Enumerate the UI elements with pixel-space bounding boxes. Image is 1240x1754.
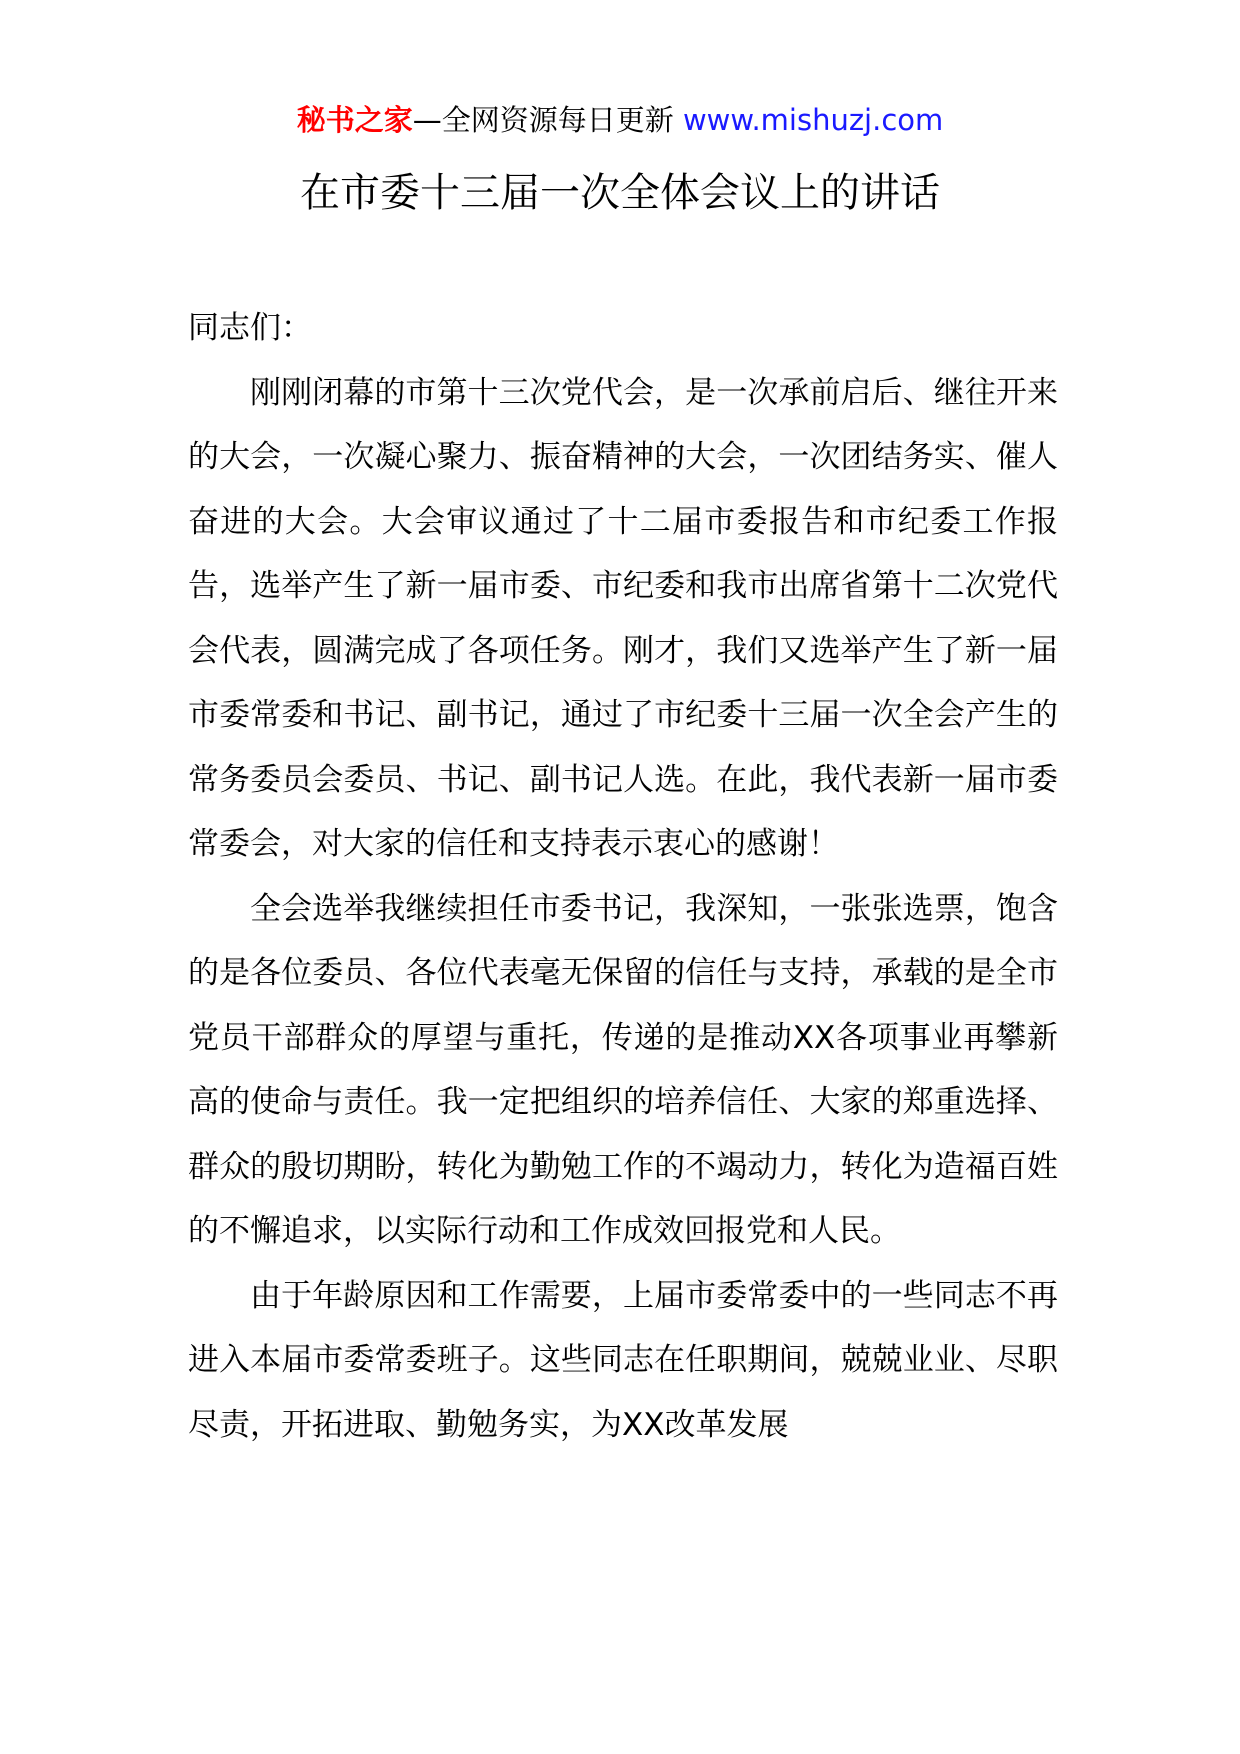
document-title: 在市委十三届一次全体会议上的讲话 [300,170,940,216]
site-header [0,100,1240,140]
site-tagline: —全网资源每日更新 [412,103,683,137]
site-url[interactable]: www.mishuzj.com [682,103,944,137]
paragraph: 刚刚闭幕的市第十三次党代会，是一次承前启后、继往开来的大会，一次凝心聚力、振奋精神的大会，一次团结务实、催人奋进的大会。大会审议通过了十二届市委报告和市纪委工作报告，选举产生了新一届市委、市纪委和我市出席省第十二次党代会代表，圆满完成了各项任务。刚才，我们又选举产生了新一届市委常委和书记、副书记，通过了市纪委十三届一次全会产生的常务委员会委员、书记、副书记人选。在此，我代表新一届市委常委会，对大家的信任和支持表示衷心的感谢！ [188,374,1058,862]
paragraph: 全会选举我继续担任市委书记，我深知，一张张选票，饱含的是各位委员、各位代表毫无保留的信任与支持，承载的是全市党员干部群众的厚望与重托，传递的是推动XX各项事业再攀新高的使命与责任。我一定把组织的培养信任、大家的郑重选择、群众的殷切期盼，转化为勤勉工作的不竭动力，转化为造福百姓的不懈追求，以实际行动和工作成效回报党和人民。 [188,890,1058,1249]
site-brand: 秘书之家 [296,103,413,137]
paragraph: 由于年龄原因和工作需要，上届市委常委中的一些同志不再进入本届市委常委班子。这些同志在任职期间，兢兢业业、尽职尽责，开拓进取、勤勉务实，为XX改革发展 [188,1277,1058,1443]
document-body [188,296,1058,1457]
salutation: 同志们： [188,310,312,346]
